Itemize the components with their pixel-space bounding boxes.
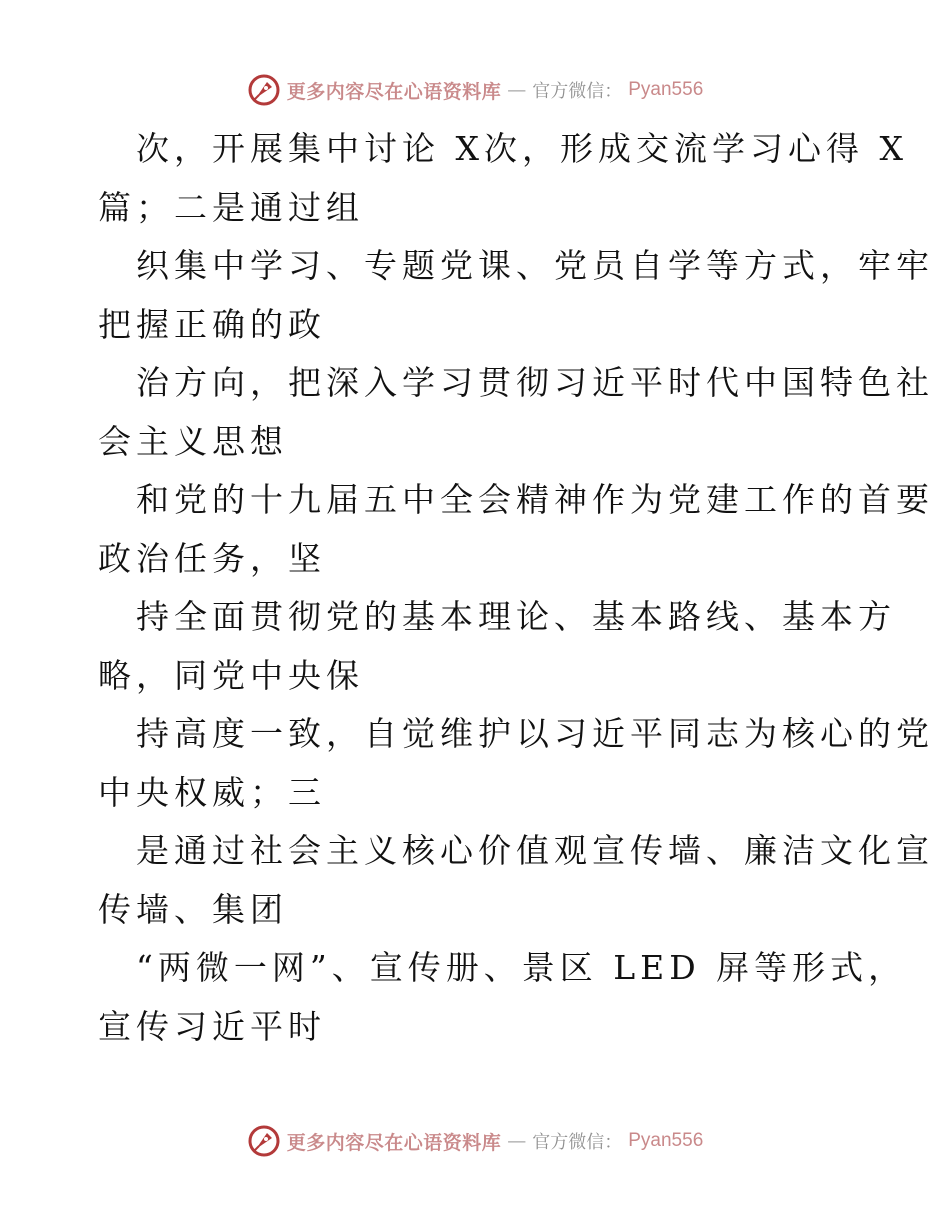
paragraph-line: 政治任务，坚 [98, 538, 326, 578]
header-banner [0, 70, 950, 110]
paragraph-line: 次，开展集中讨论 X次，形成交流学习心得 X [136, 129, 908, 168]
paragraph-line: 是通过社会主义核心价值观宣传墙、廉洁文化宣 [136, 831, 934, 870]
banner-wechat-id: Pyan556 [628, 79, 704, 100]
paragraph-line: 中央权威；三 [98, 772, 326, 812]
banner-site-text: 更多内容尽在心语资料库 [286, 80, 502, 103]
pen-nib-logo-icon [247, 73, 281, 107]
banner-wechat-label: 官方微信： [532, 81, 623, 102]
banner-wechat-label: 官方微信： [532, 1132, 623, 1153]
banner-site-text: 更多内容尽在心语资料库 [286, 1131, 502, 1154]
paragraph-line: 织集中学习、专题党课、党员自学等方式，牢牢 [136, 246, 934, 285]
footer-banner [0, 1121, 950, 1161]
paragraph-line: 篇；二是通过组 [98, 187, 364, 227]
paragraph [98, 705, 934, 822]
paragraph-line: 会主义思想 [98, 421, 288, 461]
paragraph [98, 822, 934, 939]
paragraph-line: 治方向，把深入学习贯彻习近平时代中国特色社 [136, 363, 934, 402]
paragraph-line: 把握正确的政 [98, 304, 326, 344]
paragraph [98, 471, 934, 588]
paragraph-line: 略，同党中央保 [98, 655, 364, 695]
pen-nib-logo-icon [247, 1124, 281, 1158]
paragraph [98, 588, 896, 705]
paragraph [98, 939, 907, 1056]
paragraph-line: 持全面贯彻党的基本理论、基本路线、基本方 [136, 597, 896, 636]
banner-separator: — [507, 79, 527, 101]
document-body [98, 120, 934, 1056]
paragraph-line: 传墙、集团 [98, 889, 288, 929]
paragraph [98, 120, 908, 237]
paragraph-line: 和党的十九届五中全会精神作为党建工作的首要 [136, 480, 934, 519]
banner-wechat-id: Pyan556 [628, 1130, 704, 1151]
paragraph-line: 持高度一致，自觉维护以习近平同志为核心的党 [136, 714, 934, 753]
paragraph [98, 237, 934, 354]
paragraph [98, 354, 934, 471]
paragraph-line: 宣传习近平时 [98, 1006, 326, 1046]
banner-separator: — [507, 1130, 527, 1152]
paragraph-line: “两微一网”、宣传册、景区 LED 屏等形式， [136, 948, 907, 987]
